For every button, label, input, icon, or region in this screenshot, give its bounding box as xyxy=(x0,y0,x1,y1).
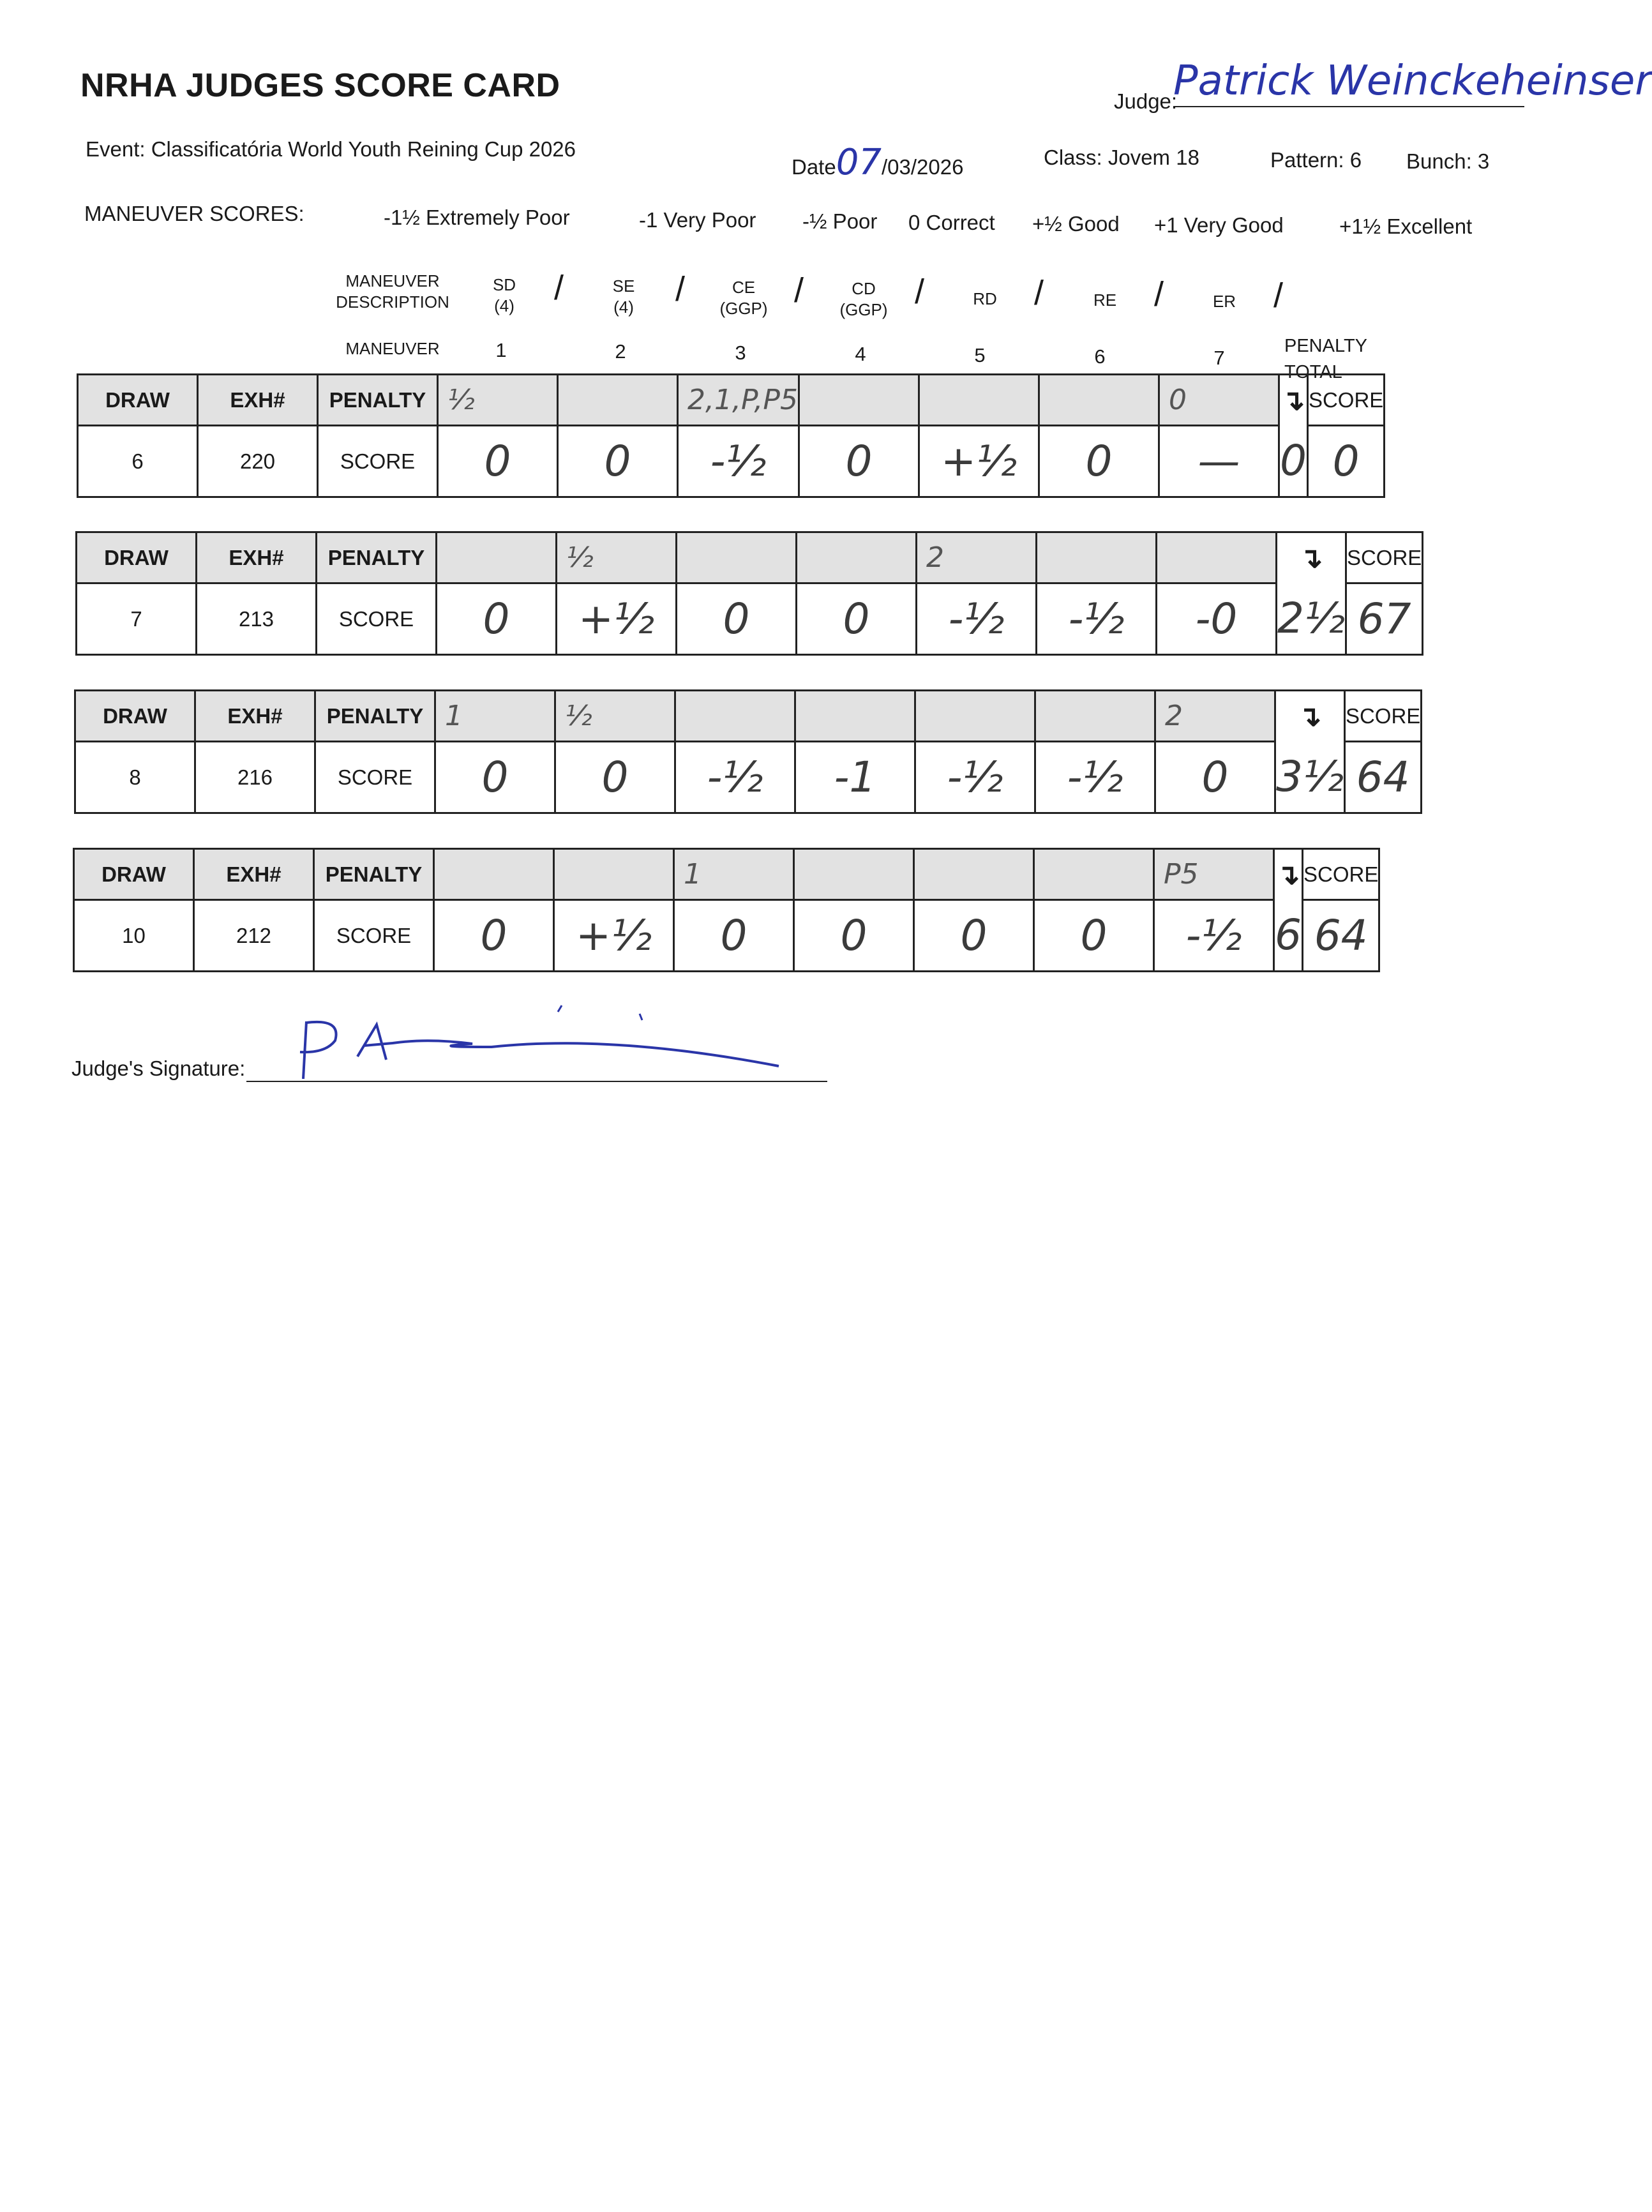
maneuver-scores-label: MANEUVER SCORES: xyxy=(84,202,304,225)
scale-item: +1½ Excellent xyxy=(1339,214,1473,238)
maneuver-number-3: 3 xyxy=(735,342,746,364)
maneuver-score-cell: — xyxy=(1159,426,1279,497)
maneuver-description-label xyxy=(326,271,460,312)
penalty-cell xyxy=(1157,532,1277,583)
maneuver-score-cell: 0 xyxy=(435,742,555,813)
divider-slash: / xyxy=(554,269,564,307)
score-row-label: SCORE xyxy=(314,900,434,972)
maneuver-code-3 xyxy=(709,277,779,319)
date-day: 07 xyxy=(836,142,882,183)
maneuver-code-5: RD xyxy=(973,289,997,308)
penalty-cell xyxy=(1037,532,1157,583)
draw-number: 7 xyxy=(77,583,197,655)
penalty-cell xyxy=(919,375,1039,426)
draw-number: 8 xyxy=(75,742,195,813)
judge-label: Judge: xyxy=(1114,89,1178,113)
penalty-header: PENALTY xyxy=(318,375,438,426)
score-header: SCORE xyxy=(1346,532,1422,583)
divider-slash: / xyxy=(675,270,686,308)
penalty-cell xyxy=(554,849,674,900)
penalty-header: PENALTY xyxy=(314,849,434,900)
date-field xyxy=(792,142,963,183)
maneuver-score-cell: 0 xyxy=(799,426,919,497)
maneuver-number-5: 5 xyxy=(974,344,986,366)
penalty-cell: 2 xyxy=(1155,691,1275,742)
penalty-cell: ½ xyxy=(557,532,677,583)
penalty-cell: 1 xyxy=(674,849,794,900)
maneuver-code-4 xyxy=(829,278,899,320)
final-score-value: 64 xyxy=(1303,900,1379,972)
scale-item: -1½ Extremely Poor xyxy=(384,206,570,229)
penalty-cell: P5 xyxy=(1154,849,1274,900)
maneuver-code-2 xyxy=(595,276,652,317)
entry-block xyxy=(73,848,1380,972)
judge-name: Patrick Weinckeheinser xyxy=(1173,57,1524,107)
divider-slash: / xyxy=(1034,274,1044,312)
date-rest: /03/2026 xyxy=(881,155,964,179)
penalty-cell xyxy=(914,849,1034,900)
card-title: NRHA JUDGES SCORE CARD xyxy=(80,67,560,104)
maneuver-score-cell: 0 xyxy=(437,583,557,655)
code: SD xyxy=(492,275,516,294)
penalty-header: PENALTY xyxy=(315,691,435,742)
maneuver-score-cell: 0 xyxy=(1034,900,1154,972)
maneuver-score-cell: 0 xyxy=(434,900,554,972)
penalty-cell xyxy=(799,375,919,426)
exhibitor-number: 212 xyxy=(194,900,314,972)
penalty-cell xyxy=(1039,375,1159,426)
maneuver-score-cell: -½ xyxy=(1035,742,1155,813)
penalty-cell: 2 xyxy=(917,532,1037,583)
maneuver-score-cell: -½ xyxy=(678,426,799,497)
penalty-cell: ½ xyxy=(438,375,558,426)
draw-number: 6 xyxy=(78,426,198,497)
entry-block xyxy=(77,373,1385,498)
penalty-cell xyxy=(675,691,795,742)
code: SE xyxy=(612,276,635,296)
penalty-total-value: 0 xyxy=(1279,426,1307,497)
sub: (GGP) xyxy=(839,299,888,319)
scale-item: -½ Poor xyxy=(802,209,878,233)
score-row-label: SCORE xyxy=(315,742,435,813)
score-row-label: SCORE xyxy=(318,426,438,497)
sub: (4) xyxy=(613,297,634,317)
sub: (4) xyxy=(494,296,514,315)
draw-header: DRAW xyxy=(75,691,195,742)
maneuver-number-7: 7 xyxy=(1213,347,1225,369)
penalty-cell xyxy=(915,691,1035,742)
penalty-cell xyxy=(434,849,554,900)
maneuver-score-cell: 0 xyxy=(794,900,914,972)
penalty-total-value: 3½ xyxy=(1275,742,1345,813)
maneuver-number-1: 1 xyxy=(495,339,507,361)
maneuver-score-cell: 0 xyxy=(438,426,558,497)
maneuver-number-4: 4 xyxy=(855,343,866,365)
exhibitor-number: 220 xyxy=(198,426,318,497)
maneuver-score-cell: 0 xyxy=(558,426,678,497)
penalty-row xyxy=(75,691,1422,742)
penalty-row xyxy=(77,532,1423,583)
maneuver-number-6: 6 xyxy=(1094,345,1106,368)
maneuver-code-6: RE xyxy=(1093,290,1117,310)
maneuver-score-cell: -½ xyxy=(1037,583,1157,655)
bunch-field: Bunch: 3 xyxy=(1406,149,1490,173)
penalty-total-arrow: ↴ xyxy=(1274,849,1303,900)
score-row xyxy=(75,742,1422,813)
signature-mark xyxy=(281,996,792,1085)
penalty-total-value: 6 xyxy=(1274,900,1303,972)
score-row-label: SCORE xyxy=(317,583,437,655)
exh-header: EXH# xyxy=(194,849,314,900)
final-score-value: 64 xyxy=(1344,742,1421,813)
penalty-cell xyxy=(797,532,917,583)
maneuver-score-cell: -½ xyxy=(915,742,1035,813)
divider-slash: / xyxy=(1154,275,1164,313)
draw-header: DRAW xyxy=(74,849,194,900)
divider-slash: / xyxy=(794,271,804,310)
maneuver-score-cell: +½ xyxy=(919,426,1039,497)
code: CD xyxy=(852,279,876,298)
draw-number: 10 xyxy=(74,900,194,972)
maneuver-score-cell: 0 xyxy=(1155,742,1275,813)
class-field: Class: Jovem 18 xyxy=(1044,146,1199,169)
maneuver-score-cell: -½ xyxy=(917,583,1037,655)
penalty-cell xyxy=(677,532,797,583)
maneuver-score-cell: -1 xyxy=(795,742,915,813)
entry-block xyxy=(75,531,1423,656)
penalty-total-line2: TOTAL xyxy=(1284,361,1342,382)
scale-item: -1 Very Poor xyxy=(639,208,756,232)
final-score-value: 0 xyxy=(1307,426,1384,497)
desc-label-line1: MANEUVER xyxy=(345,271,440,290)
scale-item: +½ Good xyxy=(1032,212,1120,236)
maneuver-score-cell: +½ xyxy=(557,583,677,655)
scale-item: +1 Very Good xyxy=(1154,213,1284,237)
penalty-header: PENALTY xyxy=(317,532,437,583)
penalty-cell xyxy=(1034,849,1154,900)
penalty-cell: 2,1,P,P5 xyxy=(678,375,799,426)
penalty-cell xyxy=(795,691,915,742)
sub: (GGP) xyxy=(719,298,768,318)
divider-slash: / xyxy=(1273,276,1284,315)
draw-header: DRAW xyxy=(77,532,197,583)
maneuver-score-cell: 0 xyxy=(797,583,917,655)
event-name: Event: Classificatória World Youth Reining Cup 2026 xyxy=(86,137,576,161)
penalty-total-line1: PENALTY xyxy=(1284,336,1368,356)
exh-header: EXH# xyxy=(198,375,318,426)
score-row xyxy=(74,900,1379,972)
maneuver-score-cell: 0 xyxy=(555,742,675,813)
penalty-total-arrow: ↴ xyxy=(1277,532,1346,583)
exh-header: EXH# xyxy=(197,532,317,583)
exhibitor-number: 213 xyxy=(197,583,317,655)
maneuver-score-cell: -½ xyxy=(675,742,795,813)
penalty-cell xyxy=(1035,691,1155,742)
draw-header: DRAW xyxy=(78,375,198,426)
score-header: SCORE xyxy=(1303,849,1379,900)
penalty-total-arrow: ↴ xyxy=(1275,691,1345,742)
score-header: SCORE xyxy=(1344,691,1421,742)
exh-header: EXH# xyxy=(195,691,315,742)
penalty-cell xyxy=(794,849,914,900)
signature-label: Judge's Signature: xyxy=(71,1057,246,1080)
penalty-cell: 0 xyxy=(1159,375,1279,426)
penalty-row xyxy=(78,375,1385,426)
maneuver-code-1 xyxy=(476,275,533,316)
penalty-cell: ½ xyxy=(555,691,675,742)
desc-label-line2: DESCRIPTION xyxy=(336,292,449,312)
score-header: SCORE xyxy=(1307,375,1384,426)
maneuver-score-cell: -0 xyxy=(1157,583,1277,655)
maneuver-score-cell: 0 xyxy=(674,900,794,972)
date-label: Date xyxy=(792,155,836,179)
maneuver-number-label: MANEUVER xyxy=(345,339,440,358)
score-row xyxy=(78,426,1385,497)
penalty-total-arrow: ↴ xyxy=(1279,375,1307,426)
pattern-field: Pattern: 6 xyxy=(1270,148,1362,172)
entry-block xyxy=(74,689,1422,814)
penalty-cell xyxy=(437,532,557,583)
penalty-cell: 1 xyxy=(435,691,555,742)
divider-slash: / xyxy=(915,273,925,311)
score-row xyxy=(77,583,1423,655)
final-score-value: 67 xyxy=(1346,583,1422,655)
maneuver-score-cell: 0 xyxy=(1039,426,1159,497)
penalty-cell xyxy=(558,375,678,426)
code: CE xyxy=(732,278,756,297)
maneuver-number-2: 2 xyxy=(615,340,626,363)
maneuver-score-cell: -½ xyxy=(1154,900,1274,972)
scale-item: 0 Correct xyxy=(908,211,995,234)
maneuver-code-7: ER xyxy=(1212,292,1236,311)
maneuver-score-cell: 0 xyxy=(914,900,1034,972)
maneuver-score-cell: 0 xyxy=(677,583,797,655)
maneuver-score-cell: +½ xyxy=(554,900,674,972)
penalty-total-value: 2½ xyxy=(1277,583,1346,655)
penalty-row xyxy=(74,849,1379,900)
exhibitor-number: 216 xyxy=(195,742,315,813)
